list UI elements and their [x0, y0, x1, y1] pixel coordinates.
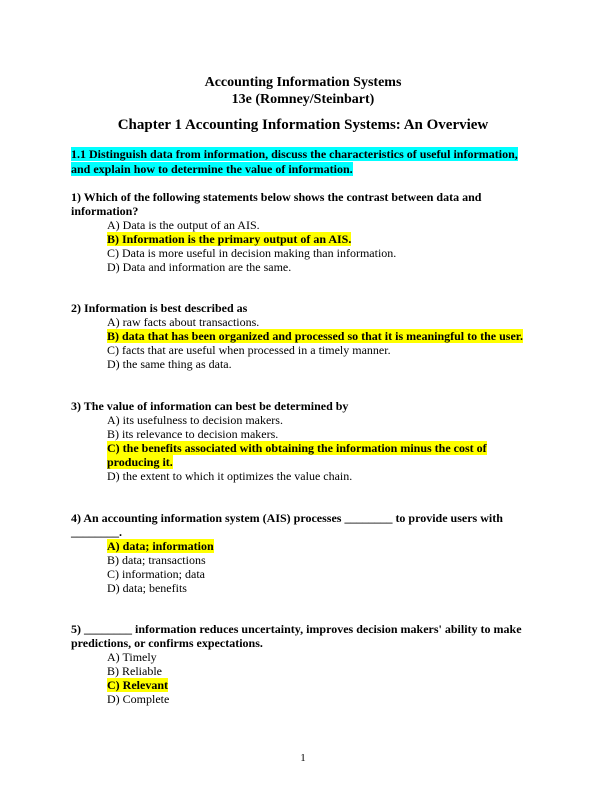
page-number: 1 [300, 752, 306, 764]
answer-option: D) the extent to which it optimizes the value chain. [107, 469, 353, 483]
answer-option: C) information; data [107, 567, 205, 581]
question-stem: 4) An accounting information system (AIS) processes ________ to provide users with ________. [71, 511, 503, 539]
answer-option: D) the same thing as data. [107, 357, 232, 371]
answer-option-correct: A) data; information [107, 539, 214, 553]
objective-line: and explain how to determine the value of information. [71, 162, 353, 176]
question-stem: 5) ________ information reduces uncertainty, improves decision makers' ability to make predictions, or confirms expectations. [71, 622, 522, 650]
answer-option: B) data; transactions [107, 553, 206, 567]
answer-option: A) Timely [107, 650, 157, 664]
answer-option: D) Complete [107, 692, 170, 706]
answer-option-correct: C) Relevant [107, 678, 168, 692]
answer-option-correct: C) the benefits associated with obtaining the information minus the cost of producing it. [107, 441, 487, 469]
answer-option-correct: B) Information is the primary output of an AIS. [107, 232, 352, 246]
answer-option-correct: B) data that has been organized and processed so that it is meaningful to the user. [107, 329, 524, 343]
answer-option: B) its relevance to decision makers. [107, 427, 279, 441]
answer-option: A) raw facts about transactions. [107, 315, 260, 329]
question-stem: 3) The value of information can best be determined by [71, 399, 349, 413]
answer-option: D) Data and information are the same. [107, 260, 292, 274]
book-edition: 13e (Romney/Steinbart) [231, 92, 375, 107]
answer-option: B) Reliable [107, 664, 162, 678]
answer-option: A) Data is the output of an AIS. [107, 218, 260, 232]
objective-line: 1.1 Distinguish data from information, discuss the characteristics of useful information, [71, 147, 518, 161]
question-stem: 2) Information is best described as [71, 301, 248, 315]
question-stem: 1) Which of the following statements below shows the contrast between data and information? [71, 190, 482, 218]
chapter-title: Chapter 1 Accounting Information Systems: An Overview [117, 117, 489, 133]
book-title: Accounting Information Systems [204, 75, 402, 90]
answer-option: C) facts that are useful when processed in a timely manner. [107, 343, 391, 357]
answer-option: D) data; benefits [107, 581, 187, 595]
learning-objective [71, 147, 531, 177]
answer-option: A) its usefulness to decision makers. [107, 413, 283, 427]
answer-option: C) Data is more useful in decision making than information. [107, 246, 397, 260]
